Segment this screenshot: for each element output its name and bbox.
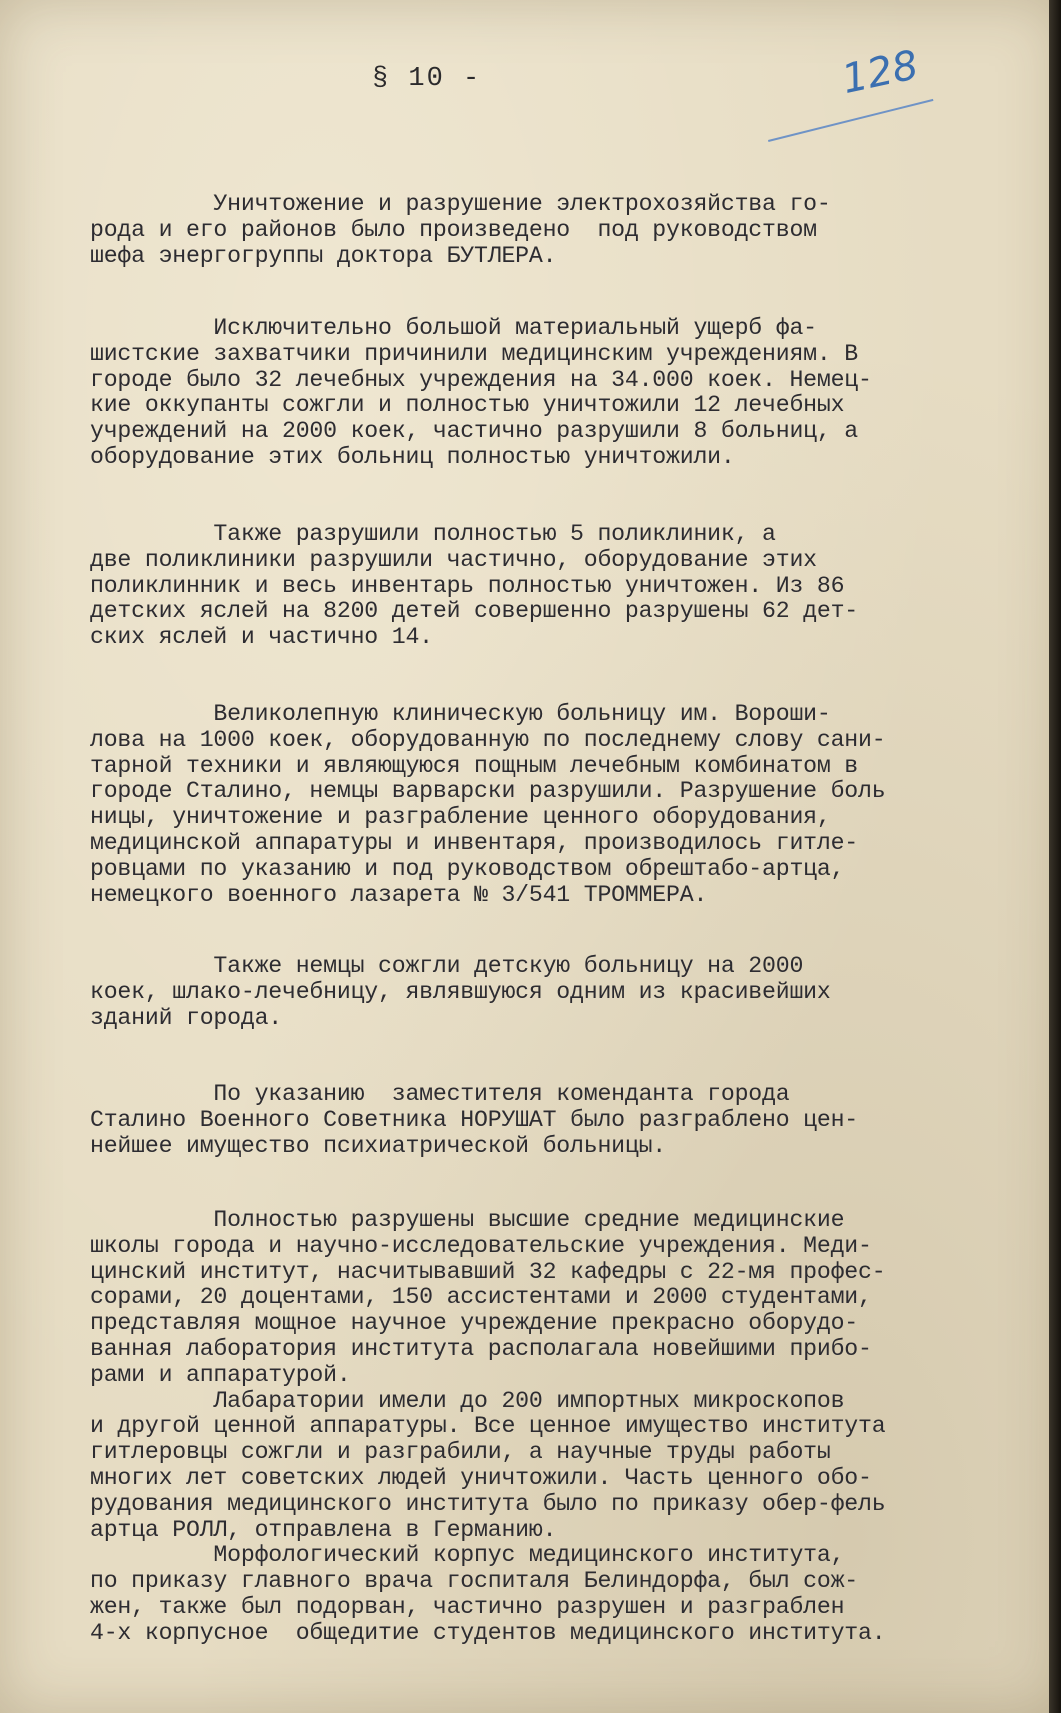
paragraph-polyclinics — [90, 522, 858, 651]
text-line: шистские захватчики причинили медицинским учреждениям. В — [90, 340, 859, 367]
text-line: поликлинник и весь инвентарь полностью уничтожен. Из 86 — [90, 572, 845, 599]
text-line: зданий города. — [90, 1004, 283, 1031]
text-line: жен, также был подорван, частично разрушен и разграблен — [90, 1593, 845, 1620]
text-line: представляя мощное научное учреждение прекрасно оборудо- — [90, 1310, 859, 1337]
text-line: Лабаратории имели до 200 импортных микроскопов — [90, 1387, 845, 1414]
scan-edge — [1049, 0, 1061, 1713]
text-line: учреждений на 2000 коек, частично разрушили 8 больниц, а — [90, 418, 859, 445]
text-line: Уничтожение и разрушение электрохозяйства го- — [90, 191, 831, 217]
paragraph-voroshilov-hospital — [90, 702, 885, 908]
text-line: шефа энергогруппы доктора БУТЛЕРА. — [90, 242, 557, 269]
text-line: оборудование этих больниц полностью уничтожили. — [90, 443, 735, 470]
text-line: Также немцы сожгли детскую больницу на 2000 — [90, 953, 804, 979]
text-line: лова на 1000 коек, оборудованную по последнему слову сани- — [90, 726, 886, 753]
text-line: немецкого военного лазарета № 3/541 ТРОММЕРА. — [90, 881, 708, 908]
text-line: и другой ценной аппаратуры. Все ценное имущество института — [90, 1413, 886, 1440]
paragraph-psychiatric-hospital — [90, 1082, 858, 1159]
text-line: Также разрушили полностью 5 поликлиник, а — [90, 521, 776, 547]
text-line: городе было 32 лечебных учреждения на 34.000 коек. Немец- — [90, 366, 872, 393]
text-line: гитлеровцы сожгли и разграбили, а научные труды работы — [90, 1439, 831, 1466]
text-line: ницы, уничтожение и разграбление ценного оборудования, — [90, 804, 831, 831]
paragraph-medical-damage — [90, 316, 872, 471]
text-line: Морфологический корпус медицинского института, — [90, 1542, 845, 1569]
text-line: рудования медицинского института было по приказу обер-фель — [90, 1490, 886, 1517]
folio-underline — [768, 99, 933, 142]
text-line: Полностью разрушены высшие средние медицинские — [90, 1207, 845, 1233]
text-line: кие оккупанты сожгли и полностью уничтожили 12 лечебных — [90, 392, 845, 419]
text-line: тарной техники и являющуюся пощным лечебным комбинатом в — [90, 752, 859, 779]
text-line: городе Сталино, немцы варварски разрушили. Разрушение боль — [90, 778, 886, 805]
text-line: ванная лаборатория института располагала новейшими прибо- — [90, 1335, 872, 1362]
text-line: медицинской аппаратуры и инвентаря, производилось гитле- — [90, 829, 859, 856]
text-line: две поликлиники разрушили частично, оборудование этих — [90, 546, 817, 573]
text-line: ских яслей и частично 14. — [90, 624, 433, 651]
text-line: сорами, 20 доцентами, 150 ассистентами и 2000 студентами, — [90, 1284, 872, 1311]
text-line: ровцами по указанию и под руководством обрештабо-артца, — [90, 855, 845, 882]
text-line: 4-х корпусное общедитие студентов медицинского института. — [90, 1619, 886, 1646]
text-line: Исключительно большой материальный ущерб фа- — [90, 315, 817, 341]
text-line: рода и его районов было произведено под руководством — [90, 216, 817, 243]
text-line: детских яслей на 8200 детей совершенно разрушены 62 дет- — [90, 598, 859, 625]
text-line: нейшее имущество психиатрической больницы. — [90, 1132, 667, 1159]
text-line: коек, шлако-лечебницу, являвшуюся одним из красивейших — [90, 978, 831, 1005]
text-line: По указанию заместителя коменданта города — [90, 1081, 790, 1107]
text-line: школы города и научно-исследовательские учреждения. Меди- — [90, 1232, 872, 1259]
text-line: Великолепную клиническую больницу им. Вороши- — [90, 701, 831, 727]
text-line: рами и аппаратурой. — [90, 1361, 351, 1388]
text-line: по приказу главного врача госпиталя Белиндорфа, был сож- — [90, 1568, 859, 1595]
paragraph-electric-economy — [90, 192, 831, 269]
text-line: многих лет советских людей уничтожили. Часть ценного обо- — [90, 1464, 872, 1491]
text-line: Сталино Военного Советника НОРУШАТ было разграблено цен- — [90, 1106, 859, 1133]
paragraph-medical-institute — [90, 1208, 885, 1647]
text-line: артца РОЛЛ, отправлена в Германию. — [90, 1516, 557, 1543]
page-number: § 10 - — [372, 64, 482, 94]
paragraph-childrens-hospital — [90, 954, 831, 1031]
folio-stamp: 128 — [838, 42, 923, 103]
text-line: цинский институт, насчитывавший 32 кафедры с 22-мя профес- — [90, 1258, 886, 1285]
